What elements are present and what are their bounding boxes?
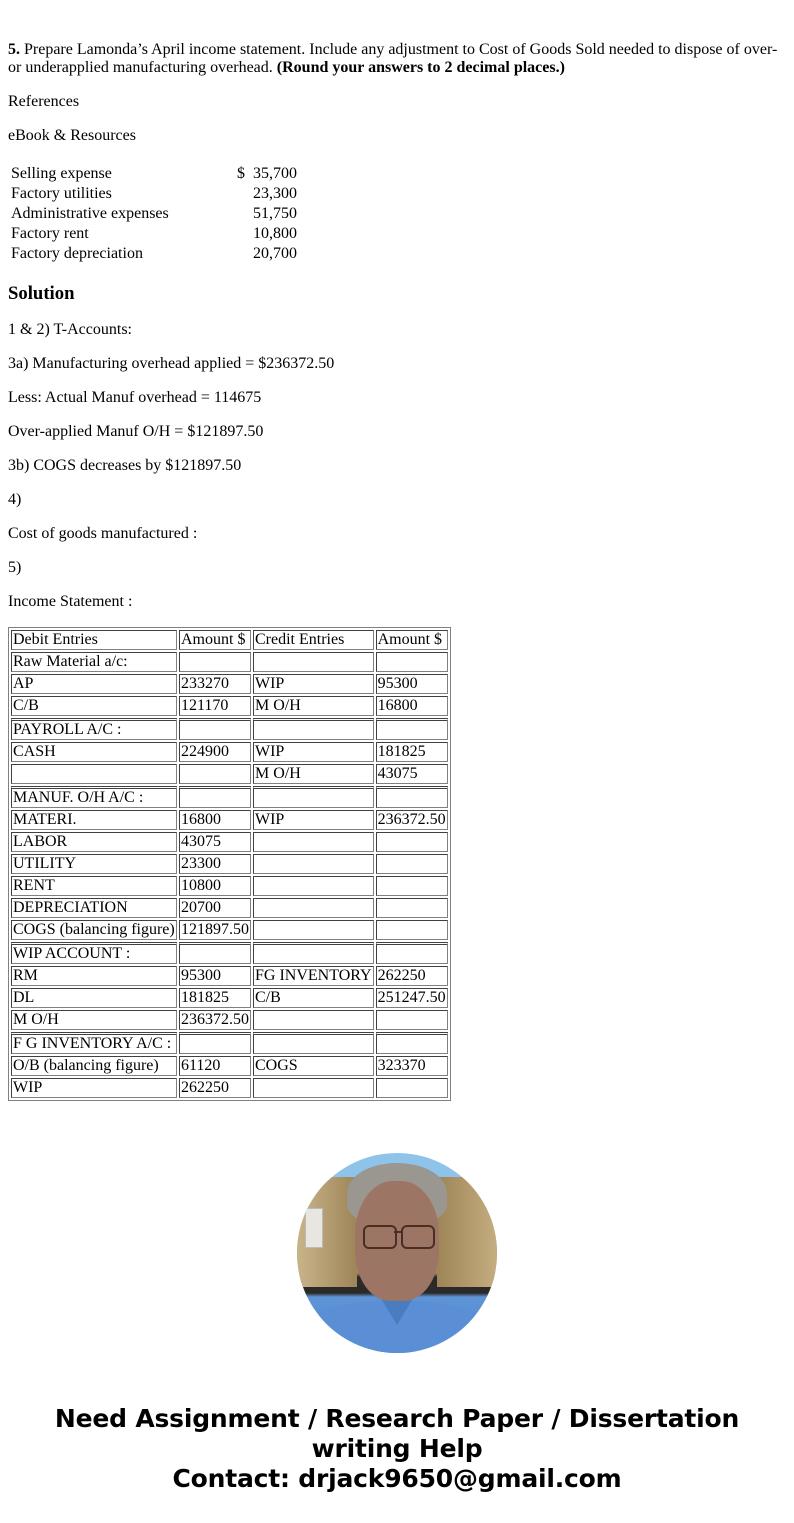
debit-amount: 23300 [179,854,251,874]
debit-entry: CASH [11,742,177,762]
debit-amount [179,718,251,740]
table-row [11,674,448,694]
debit-entry: PAYROLL A/C : [11,718,177,740]
credit-entry: C/B [253,988,374,1008]
debit-amount: 181825 [179,988,251,1008]
glasses-bridge [394,1231,402,1233]
question-number: 5. [8,41,20,58]
expense-currency [236,185,246,203]
debit-amount: 16800 [179,810,251,830]
solution-body [8,321,786,611]
debit-entry: C/B [11,696,177,716]
solution-line: 3b) COGS decreases by $121897.50 [8,457,242,474]
author-avatar [297,1153,497,1353]
debit-amount [179,764,251,784]
credit-amount [376,786,448,808]
solution-line: Income Statement : [8,593,133,610]
header-credit-amount: Amount $ [376,630,448,650]
credit-amount: 181825 [376,742,448,762]
table-row [11,854,448,874]
credit-amount: 16800 [376,696,448,716]
table-row [11,810,448,830]
solution-line: 4) [8,491,22,508]
credit-amount: 236372.50 [377,811,446,828]
expense-label: Factory utilities [11,185,112,202]
solution-heading: Solution [8,283,75,304]
debit-amount: 236372.50 [181,1011,249,1028]
credit-amount [376,1032,448,1054]
debit-entry: MATERI. [11,810,177,830]
credit-entry [253,718,374,740]
debit-amount: 43075 [179,832,251,852]
solution-line: Over-applied Manuf O/H = $121897.50 [8,423,264,440]
table-row [11,942,448,964]
credit-entry: WIP [253,810,374,830]
table-row [11,652,448,672]
light-switch [305,1208,323,1248]
debit-amount [179,942,251,964]
t-accounts-table [8,627,451,1101]
author-photo-icon [297,1153,497,1353]
credit-entry [253,942,374,964]
expense-amount: 35,700 [253,165,297,182]
expense-row [10,225,298,243]
debit-entry: DL [11,988,177,1008]
solution-line: Cost of goods manufactured : [8,525,198,542]
debit-entry: AP [11,674,177,694]
debit-entry: F G INVENTORY A/C : [11,1032,177,1054]
table-row [11,1010,448,1030]
debit-amount: 121897.50 [181,921,249,938]
debit-entry: RENT [11,876,177,896]
debit-entry: DEPRECIATION [11,898,177,918]
solution-line: 3a) Manufacturing overhead applied = $236372.50 [8,355,335,372]
expense-label: Factory rent [11,225,89,242]
expense-row [10,185,298,203]
debit-entry: Raw Material a/c: [11,652,177,672]
credit-amount [376,1010,448,1030]
credit-entry [253,1010,374,1030]
solution-line: 5) [8,559,22,576]
expense-amount: 51,750 [253,205,297,222]
table-row [11,966,448,986]
table-row [11,1078,448,1098]
debit-entry: M O/H [11,1010,177,1030]
credit-entry [253,786,374,808]
credit-entry: WIP [253,674,374,694]
expense-amount: 23,300 [253,185,297,202]
credit-entry [253,1032,374,1054]
debit-entry: LABOR [11,832,177,852]
credit-entry: M O/H [253,696,374,716]
credit-amount [376,898,448,918]
debit-amount: 61120 [179,1056,251,1076]
debit-amount: 20700 [179,898,251,918]
credit-entry: M O/H [253,764,374,784]
debit-amount: 95300 [179,966,251,986]
credit-entry [253,898,374,918]
promo-line: Need Assignment / Research Paper / Dissertation [54,1404,740,1433]
credit-amount [376,854,448,874]
table-row [11,988,448,1008]
credit-entry [253,1078,374,1098]
credit-amount: 95300 [376,674,448,694]
credit-amount [376,652,448,672]
credit-amount [376,876,448,896]
credit-amount: 323370 [376,1056,448,1076]
glasses-lens [363,1225,397,1249]
credit-amount: 43075 [376,764,448,784]
credit-entry: WIP [253,742,374,762]
expense-amount: 20,700 [253,245,297,262]
expense-amount: 10,800 [253,225,297,242]
table-row [11,876,448,896]
debit-entry: O/B (balancing figure) [11,1056,177,1076]
debit-amount [179,786,251,808]
credit-entry [253,652,374,672]
debit-amount: 262250 [179,1078,251,1098]
credit-amount: 262250 [376,966,448,986]
credit-entry [253,854,374,874]
expense-currency [236,205,246,223]
credit-entry: FG INVENTORY [255,967,372,984]
ebook-resources-link[interactable]: eBook & Resources [8,127,136,144]
debit-amount [179,1032,251,1054]
debit-entry: RM [11,966,177,986]
table-header-row [11,630,448,650]
solution-line: 1 & 2) T-Accounts: [8,321,132,338]
table-row [11,764,448,784]
references-link[interactable]: References [8,93,80,110]
credit-amount [376,1078,448,1098]
debit-amount: 233270 [179,674,251,694]
credit-entry [253,920,374,940]
table-row [11,920,448,940]
expense-row [10,205,298,223]
promo-contact[interactable]: Contact: drjack9650@gmail.com [172,1464,622,1493]
glasses-lens [401,1225,435,1249]
credit-entry: COGS [253,1056,374,1076]
table-row [11,832,448,852]
credit-amount [376,920,448,940]
table-row [11,742,448,762]
debit-amount: 224900 [179,742,251,762]
expense-row [10,245,298,263]
credit-amount [376,832,448,852]
expenses-table [8,163,300,265]
table-row [11,718,448,740]
credit-entry [253,832,374,852]
expense-currency [236,225,246,243]
promo-banner [0,1404,794,1494]
expense-label: Selling expense [11,165,112,182]
table-row [11,1056,448,1076]
debit-entry: WIP ACCOUNT : [11,942,177,964]
table-row [11,1032,448,1054]
debit-amount: 121170 [179,696,251,716]
debit-entry: MANUF. O/H A/C : [11,786,177,808]
debit-amount: 10800 [179,876,251,896]
table-row [11,786,448,808]
question-text [8,0,784,77]
promo-line: writing Help [311,1434,483,1463]
credit-amount [376,718,448,740]
expense-label: Administrative expenses [11,205,169,222]
table-row [11,898,448,918]
debit-entry: WIP [11,1078,177,1098]
expense-row [10,165,298,183]
debit-entry: UTILITY [11,854,177,874]
table-row [11,696,448,716]
header-credit-entries: Credit Entries [253,630,374,650]
credit-amount [376,942,448,964]
credit-amount: 251247.50 [377,989,446,1006]
question-body: Prepare Lamonda’s April income statement. Include any adjustment to Cost of Goods Sold needed to dispose of over- or underapplied manufacturing overhead. [8,41,778,76]
expense-currency: $ [237,165,245,182]
debit-entry [11,764,177,784]
header-debit-amount: Amount $ [179,630,251,650]
header-debit-entries: Debit Entries [11,630,177,650]
expense-currency [236,245,246,263]
credit-entry [253,876,374,896]
debit-amount [179,652,251,672]
solution-line: Less: Actual Manuf overhead = 114675 [8,389,262,406]
debit-entry: COGS (balancing figure) [11,920,177,940]
expense-label: Factory depreciation [11,245,143,262]
rounding-instruction: (Round your answers to 2 decimal places.) [276,59,565,76]
